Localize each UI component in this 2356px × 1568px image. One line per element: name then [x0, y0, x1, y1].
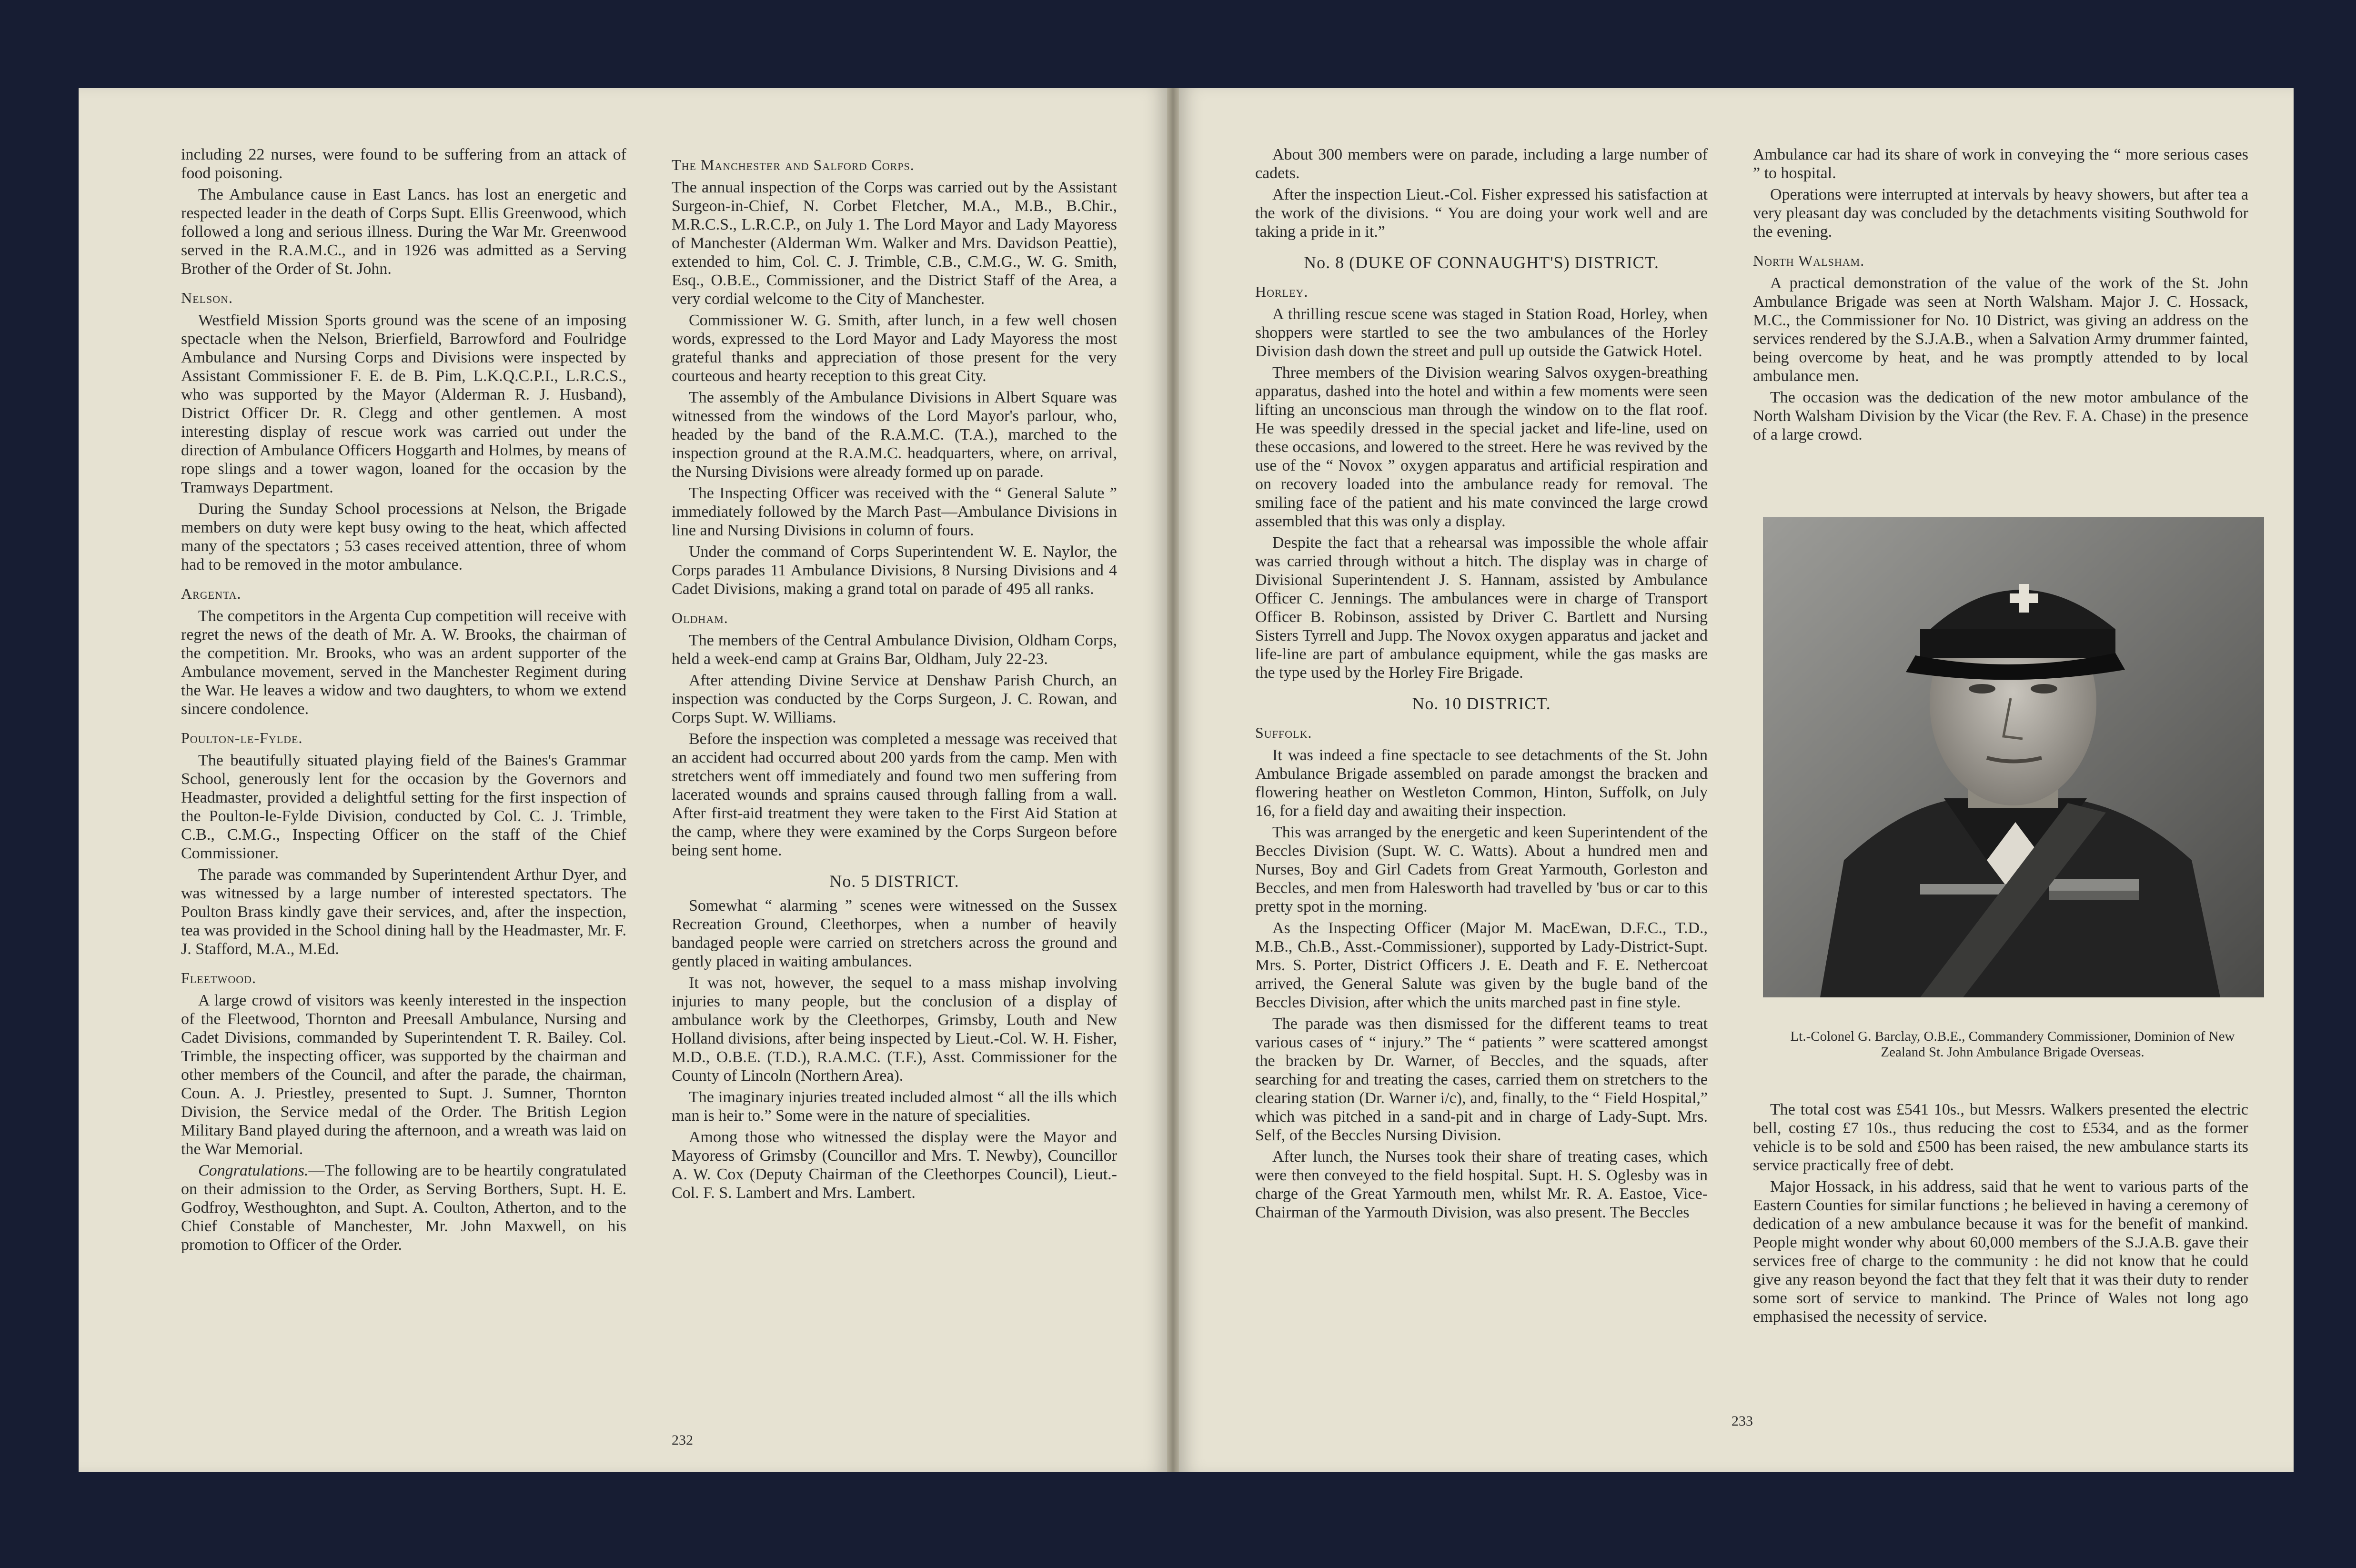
paragraph: The occasion was the dedication of the new motor ambulance of the North Walsham Division by the Vicar (the Rev. F. A. Chase) in the presence of a large crowd. — [1753, 389, 2248, 443]
paragraph: As the Inspecting Officer (Major M. MacEwan, D.F.C., T.D., M.B., Ch.B., Asst.-Commissioner), supported by Lady-District-Supt. Mrs. S. Porter, District Officers J. E. Death and F. E. Nethercoat arrived, the General Salute was given by the bugle band of the Beccles Division, after which the units marched past in fine style. — [1255, 919, 1708, 1011]
left-column-1 — [181, 145, 626, 1257]
section-heading: The Manchester and Salford Corps. — [672, 156, 915, 173]
section-heading: Fleetwood. — [181, 969, 256, 986]
paragraph: The competitors in the Argenta Cup competition will receive with regret the news of the death of Mr. A. W. Brooks, the chairman of the competition. Mr. Brooks, who was an ardent supporter of the Ambulance movement, served in the Manchester Regiment during the War. He leaves a widow and two daughters, to whom we extend sincere condolence. — [181, 607, 626, 718]
paragraph: The annual inspection of the Corps was carried out by the Assistant Surgeon-in-Chief, N. Corbet Fletcher, M.A., M.B., B.Chir., M.R.C.S., L.R.C.P., on July 1. The Lord Mayor and Lady Mayoress of Manchester (Alderman Wm. Walker and Mrs. Davidson Peattie), extended to him, Col. C. J. Trimble, C.B., C.M.G., W. G. Smith, Esq., O.B.E., Commissioner, and the District Staff of the Area, a very cordial welcome to the City of Manchester. — [672, 179, 1117, 308]
section-heading: Nelson. — [181, 289, 233, 306]
paragraph: The Inspecting Officer was received with the “ General Salute ” immediately followed by the March Past—Ambulance Divisions in line and Nursing Divisions in column of fours. — [672, 484, 1117, 539]
paragraph: Major Hossack, in his address, said that he went to various parts of the Eastern Counties for similar functions ; he believed in having a ceremony of dedication of a new ambulance because it was for the benefit of mankind. People might wonder why about 60,000 members of the S.J.A.B. gave their services free of charge to the community : he did not know that he could give any reason beyond the fact that they felt that it was their duty to render some sort of service to mankind. The Prince of Wales not long ago emphasised the necessity of service. — [1753, 1178, 2248, 1326]
paragraph: Three members of the Division wearing Salvos oxygen-breathing apparatus, dashed into the hotel and within a few moments were seen lifting an unconscious man through the window on to the flat roof. He was speedily dressed in the special jacket and life-line, used on these occasions, and lowered to the street. Here he was revived by the use of the “ Novox ” oxygen apparatus and artificial respiration and on recovery loaded into the ambulance ready for removal. The smiling face of the patient and his mate convinced the large crowd assembled that this was only a display. — [1255, 364, 1708, 530]
paragraph: The members of the Central Ambulance Division, Oldham Corps, held a week-end camp at Grains Bar, Oldham, July 22-23. — [672, 632, 1117, 668]
paragraph: Commissioner W. G. Smith, after lunch, in a few well chosen words, expressed to the Lord Mayor and Lady Mayoress the most grateful thanks and appreciation of those present for the very courteous and hearty reception to this great City. — [672, 312, 1117, 385]
paragraph: After attending Divine Service at Denshaw Parish Church, an inspection was conducted by the Corps Surgeon, J. C. Rowan, and Corps Supt. W. Williams. — [672, 672, 1117, 726]
paragraph — [181, 1161, 626, 1254]
paragraph: Ambulance car had its share of work in conveying the “ more serious cases ” to hospital. — [1753, 146, 2248, 182]
paragraph: Under the command of Corps Superintendent W. E. Naylor, the Corps parades 11 Ambulance Divisions, 8 Nursing Divisions and 4 Cadet Divisions, making a grand total on parade of 495 all ranks. — [672, 543, 1117, 598]
paragraph: During the Sunday School processions at Nelson, the Brigade members on duty were kept busy owing to the heat, which affected many of the spectators ; 53 cases received attention, three of whom had to be removed in the motor ambulance. — [181, 500, 626, 573]
paragraph: Among those who witnessed the display were the Mayor and Mayoress of Grimsby (Councillor and Mrs. T. Newby), Councillor A. W. Cox (Deputy Chairman of the Cleethorpes Council), Lieut.-Col. F. S. Lambert and Mrs. Lambert. — [672, 1128, 1117, 1202]
section-heading: North Walsham. — [1753, 252, 1865, 269]
paragraph-lead: Congratulations. — [198, 1162, 309, 1179]
paragraph: A thrilling rescue scene was staged in Station Road, Horley, when shoppers were startled to see the two ambulances of the Horley Division dash down the street and pull up outside the Gatwick Hotel. — [1255, 305, 1708, 360]
paragraph: A large crowd of visitors was keenly interested in the inspection of the Fleetwood, Thornton and Preesall Ambulance, Nursing and Cadet Divisions, commanded by Superintendent T. R. Bailey. Col. Trimble, the inspecting officer, was supported by the chairman and other members of the Council, and after the parade, the chairman, Coun. A. J. Priestley, presented to Supt. J. Sumner, Thornton Division, the Service medal of the Order. The British Legion Military Band played during the afternoon, and a wreath was laid on the War Memorial. — [181, 992, 626, 1158]
district-heading: No. 8 (DUKE OF CONNAUGHT'S) DISTRICT. — [1304, 253, 1659, 272]
paragraph: A practical demonstration of the value of the work of the St. John Ambulance Brigade was seen at North Walsham. Major J. C. Hossack, M.C., the Commissioner for No. 10 District, was giving an address on the services rendered by the S.J.A.B., when a Salvation Army drummer fainted, being overcome by heat, and he was promptly attended to by local ambulance men. — [1753, 274, 2248, 385]
paragraph-text: —The following are to be heartily congratulated on their admission to the Order, as Serving Borthers, Supt. H. E. Godfroy, Westhoughton, and Supt. A. Coulton, Atherton, and to the Chief Constable of Manchester, Mr. John Maxwell, on his promotion to Officer of the Order. — [181, 1162, 626, 1254]
left-page — [79, 88, 1167, 1472]
portrait-photo — [1763, 517, 2264, 997]
paragraph: The assembly of the Ambulance Divisions in Albert Square was witnessed from the windows of the Lord Mayor's parlour, who, headed by the band of the R.A.M.C. (T.A.), marched to the inspection ground at the R.A.M.C. headquarters, where, on arrival, the Nursing Divisions were already formed up on parade. — [672, 389, 1117, 481]
paragraph: It was not, however, the sequel to a mass mishap involving injuries to many people, but the conclusion of a display of ambulance work by the Cleethorpes, Grimsby, Louth and New Holland divisions, after being inspected by Lieut.-Col. W. H. Fisher, M.D., O.B.E. (T.D.), R.A.M.C. (T.F.), Asst. Commissioner for the County of Lincoln (Northern Area). — [672, 974, 1117, 1085]
paragraph: The imaginary injuries treated included almost “ all the ills which man is heir to.” Some were in the nature of specialities. — [672, 1088, 1117, 1125]
right-page — [1179, 88, 2294, 1472]
paragraph: The parade was then dismissed for the different teams to treat various cases of “ injury.” The “ patients ” were scattered amongst the bracken by Dr. Warner, of Beccles, and the squads, after searching for and treating the cases, carried them on stretchers to the clearing station (Dr. Warner i/c), and, finally, to the “ Field Hospital,” which was pitched in a sand-pit and in charge of Lady-Supt. Mrs. Self, of the Beccles Nursing Division. — [1255, 1015, 1708, 1144]
paragraph: It was indeed a fine spectacle to see detachments of the St. John Ambulance Brigade assembled on parade amongst the bracken and flowering heather on Westleton Common, Hinton, Suffolk, on July 16, for a field day and awaiting their inspection. — [1255, 746, 1708, 820]
paragraph: The Ambulance cause in East Lancs. has lost an energetic and respected leader in the death of Corps Supt. Ellis Greenwood, which followed a long and serious illness. During the War Mr. Greenwood served in the R.A.M.C., and in 1926 was admitted as a Serving Brother of the Order of St. John. — [181, 186, 626, 278]
right-column-2-bottom — [1753, 1100, 2248, 1329]
paragraph: including 22 nurses, were found to be suffering from an attack of food poisoning. — [181, 146, 626, 182]
section-heading: Suffolk. — [1255, 724, 1312, 741]
paragraph: The total cost was £541 10s., but Messrs. Walkers presented the electric bell, costing £7 10s., thus reducing the cost to £534, and as the former vehicle is to be sold and £500 has been raised, the new ambulance starts its service practically free of debt. — [1753, 1101, 2248, 1174]
section-heading: Poulton-le-Fylde. — [181, 729, 303, 746]
right-column-2-top — [1753, 145, 2248, 447]
section-heading: Argenta. — [181, 585, 242, 602]
page-number-right: 233 — [1732, 1413, 1753, 1429]
paragraph: This was arranged by the energetic and keen Superintendent of the Beccles Division (Supt. W. C. Watts). About a hundred men and Nurses, Boy and Girl Cadets from Great Yarmouth, Gorleston and Beccles, and men from Halesworth had travelled by 'bus or car to this pretty spot in the morning. — [1255, 824, 1708, 915]
district-heading: No. 10 DISTRICT. — [1412, 694, 1551, 713]
left-column-2 — [672, 145, 1117, 1205]
paragraph: Somewhat “ alarming ” scenes were witnessed on the Sussex Recreation Ground, Cleethorpes, when a number of heavily bandaged people were carried on stretchers across the ground and gently placed in waiting ambulances. — [672, 897, 1117, 970]
paragraph: After the inspection Lieut.-Col. Fisher expressed his satisfaction at the work of the divisions. “ You are doing your work well and are taking a pride in it.” — [1255, 186, 1708, 241]
paragraph: Before the inspection was completed a message was received that an accident had occurred about 200 yards from the camp. Men with stretchers went off immediately and found two men suffering from lacerated wounds and sprains caused through falling from a wall. After first-aid treatment they were taken to the First Aid Station at the camp, where they were examined by the Corps Surgeon before being sent home. — [672, 730, 1117, 859]
paragraph: Westfield Mission Sports ground was the scene of an imposing spectacle when the Nelson, Brierfield, Barrowford and Foulridge Ambulance and Nursing Corps and Divisions were inspected by Assistant Commissioner F. E. de B. Pim, L.K.Q.C.P.I., L.R.C.S., who was supported by the Mayor (Alderman R. J. Husband), District Officer Dr. R. Clegg and other gentlemen. A most interesting display of rescue work was carried out under the direction of Ambulance Officers Hoggarth and Holmes, by means of rope slings and a tower wagon, loaned for the occasion by the Tramways Department. — [181, 312, 626, 496]
paragraph: After lunch, the Nurses took their share of treating cases, which were then conveyed to the field hospital. Supt. H. S. Oglesby was in charge of the Great Yarmouth men, whilst Mr. R. A. Eastoe, Vice-Chairman of the Yarmouth Division, was also present. The Beccles — [1255, 1148, 1708, 1221]
section-heading: Oldham. — [672, 609, 728, 626]
paragraph: The beautifully situated playing field of the Baines's Grammar School, generously lent for the occasion by the Governors and Headmaster, provided a delightful setting for the first inspection of the Poulton-le-Fylde Division, conducted by Col. C. J. Trimble, C.B., C.M.G., Inspecting Officer on the staff of the Chief Commissioner. — [181, 752, 626, 862]
district-heading: No. 5 DISTRICT. — [829, 872, 959, 891]
paragraph: About 300 members were on parade, including a large number of cadets. — [1255, 146, 1708, 182]
page-number-left: 232 — [672, 1432, 693, 1448]
paragraph: The parade was commanded by Superintendent Arthur Dyer, and was witnessed by a large number of interested spectators. The Poulton Brass kindly gave their services, and, after the inspection, tea was provided in the School dining hall by the Headmaster, Mr. F. J. Stafford, M.A., M.Ed. — [181, 866, 626, 958]
section-heading: Horley. — [1255, 283, 1309, 300]
photo-caption: Lt.-Colonel G. Barclay, O.B.E., Commandery Commissioner, Dominion of New Zealand St. John Ambulance Brigade Overseas. — [1790, 1029, 2235, 1060]
portrait-illustration — [1763, 517, 2264, 997]
right-column-1 — [1255, 145, 1708, 1225]
paragraph: Operations were interrupted at intervals by heavy showers, but after tea a very pleasant day was concluded by the detachments visiting Southwold for the evening. — [1753, 186, 2248, 241]
paragraph: Despite the fact that a rehearsal was impossible the whole affair was carried through without a hitch. The display was in charge of Divisional Superintendent J. S. Hannam, assisted by Ambulance Officer C. Jennings. The ambulances were in charge of Transport Officer B. Robinson, assisted by Driver C. Bartlett and Nursing Sisters Tyrrell and Jupp. The Novox oxygen apparatus and jacket and life-line are part of ambulance equipment, while the gas masks are the type used by the Horley Fire Brigade. — [1255, 534, 1708, 682]
